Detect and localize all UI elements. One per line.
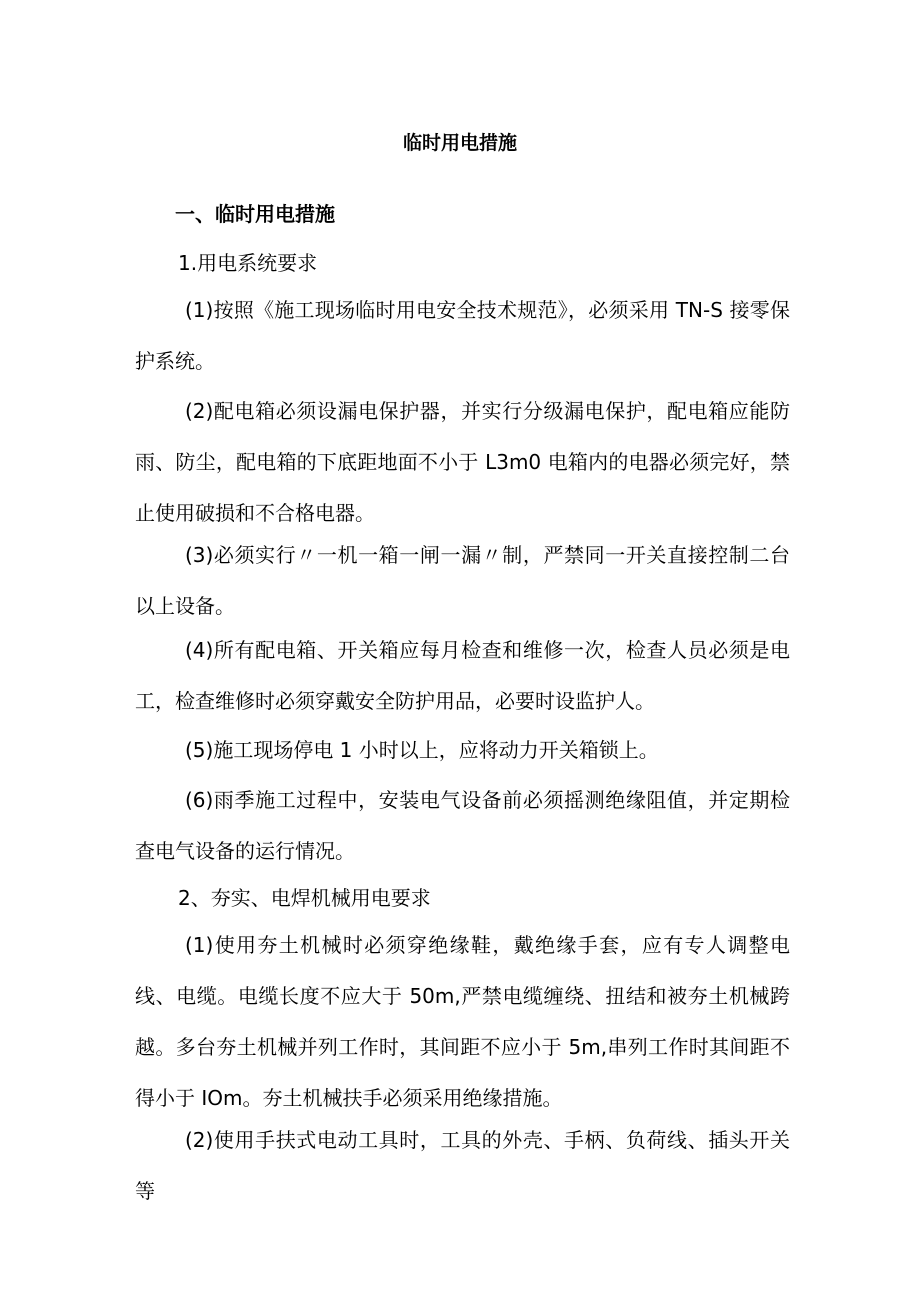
paragraph-1-1: (1)按照《施工现场临时用电安全技术规范》，必须采用 TN-S 接零保护系统。	[135, 298, 790, 373]
paragraph-1-4: (4)所有配电箱、开关箱应每月检查和维修一次，检查人员必须是电工，检查维修时必须穿戴安全防护用品，必要时设监护人。	[135, 638, 790, 713]
document-title: 临时用电措施	[402, 132, 517, 154]
section-heading: 一、临时用电措施	[175, 202, 335, 226]
paragraph-2-1: (1)使用夯土机械时必须穿绝缘鞋，戴绝缘手套，应有专人调整电线、电缆。电缆长度不应大于 50m,严禁电缆缠绕、扭结和被夯土机械跨越。多台夯土机械并列工作时，其间距不应小于 5m,串列工作时其间距不得小于 IOm。夯土机械扶手必须采用绝缘措施。	[135, 933, 790, 1110]
paragraph-2-2: (2)使用手扶式电动工具时，工具的外壳、手柄、负荷线、插头开关等	[135, 1128, 790, 1203]
paragraph-1-2: (2)配电箱必须设漏电保护器，并实行分级漏电保护，配电箱应能防雨、防尘，配电箱的下底距地面不小于 L3m0 电箱内的电器必须完好，禁止使用破损和不合格电器。	[135, 399, 790, 525]
subsection-heading-2: 2、夯实、电焊机械用电要求	[178, 886, 431, 910]
subsection-heading-1: 1.用电系统要求	[178, 251, 318, 275]
paragraph-1-6: (6)雨季施工过程中，安装电气设备前必须摇测绝缘阻值，并定期检查电气设备的运行情况。	[135, 788, 790, 863]
paragraph-1-5: (5)施工现场停电 1 小时以上，应将动力开关箱锁上。	[185, 738, 659, 762]
paragraph-1-3: (3)必须实行〃一机一箱一闸一漏〃制，严禁同一开关直接控制二台以上设备。	[135, 543, 790, 618]
